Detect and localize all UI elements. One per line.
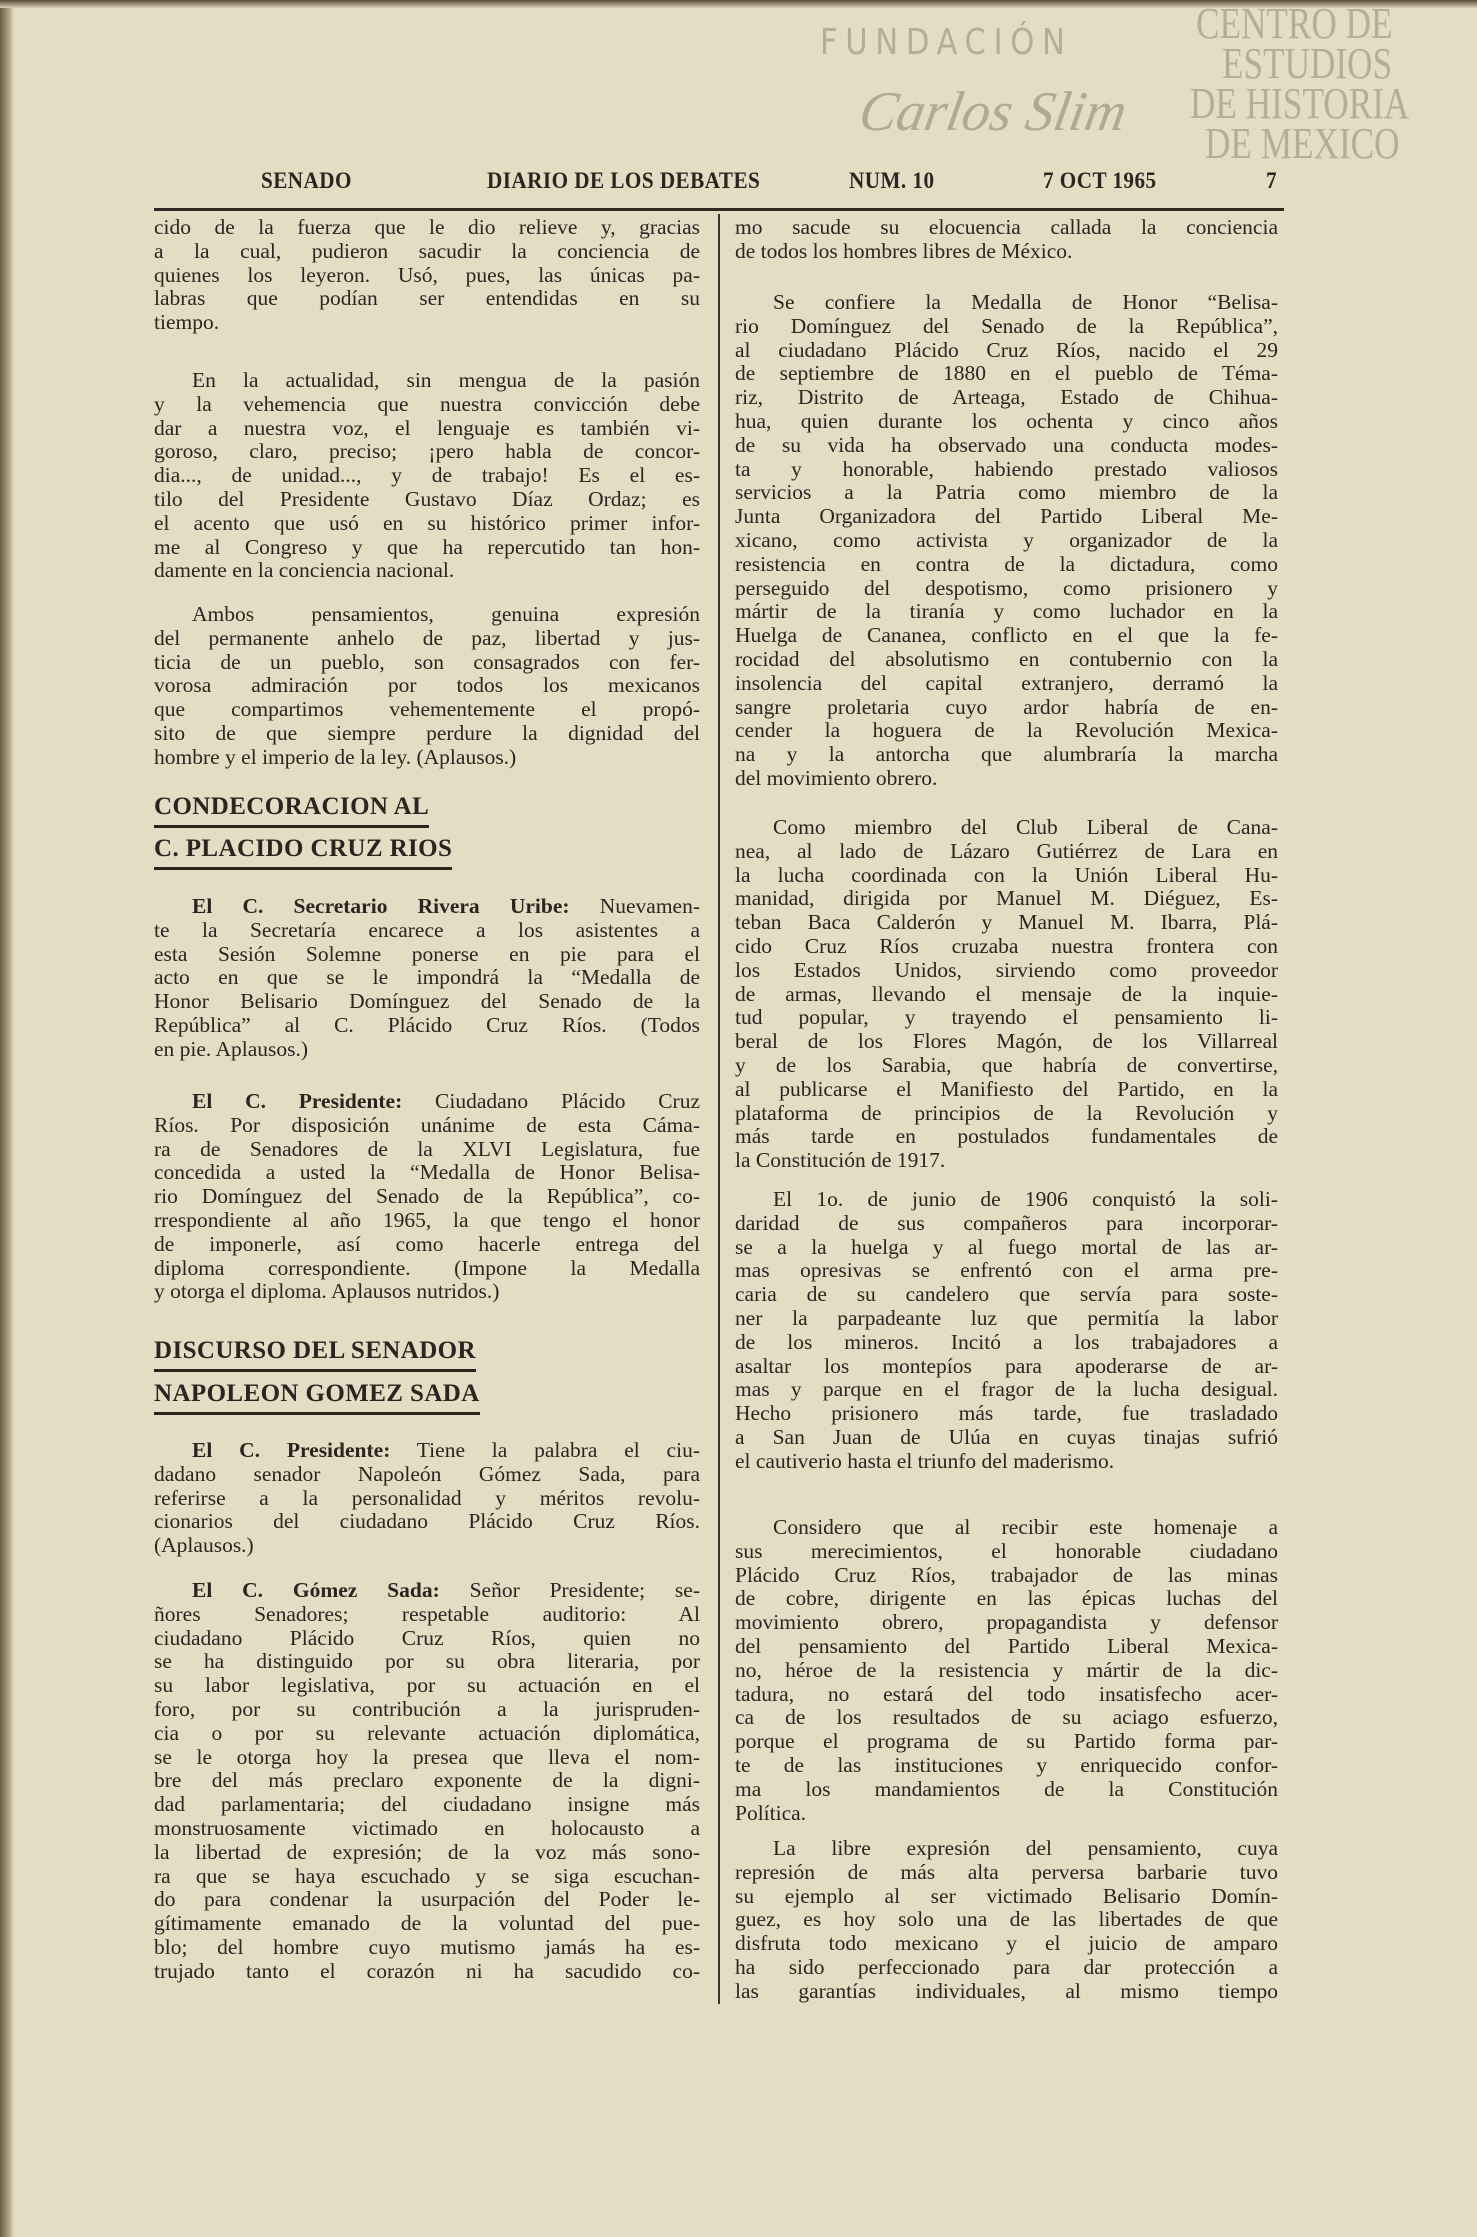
line-text: Señor Presidente; se-: [469, 1578, 700, 1602]
paragraph-line: se ha distinguido por su obra literaria, por: [154, 1649, 700, 1674]
paragraph-line: tiempo.: [154, 310, 220, 335]
paragraph-line: hua, quien durante los ochenta y cinco años: [735, 408, 1278, 433]
section-heading: [154, 832, 700, 870]
paragraph-line: de armas, llevando el mensaje de la inquie-: [735, 981, 1278, 1006]
paragraph-line: a San Juan de Ulúa en cuyas tinajas sufrió: [735, 1424, 1278, 1449]
paragraph-line: na y la antorcha que alumbraría la marcha: [735, 742, 1278, 767]
paragraph-line: [154, 1439, 700, 1463]
paragraph-line: del movimiento obrero.: [735, 765, 938, 790]
paragraph-line: ha sido perfeccionado para dar protección a: [735, 1954, 1278, 1979]
paragraph-line: [154, 895, 700, 919]
watermark-line: CENTRO DE: [1196, 0, 1393, 48]
paragraph-line: diploma correspondiente. (Impone la Medalla: [154, 1255, 700, 1280]
paragraph-line: daridad de sus compañeros para incorporar-: [735, 1210, 1278, 1235]
paragraph-line: dar a nuestra voz, el lenguaje es también vi-: [154, 415, 700, 440]
paragraph-line: el cautiverio hasta el triunfo del maderismo.: [735, 1448, 1115, 1473]
paragraph-line: de septiembre de 1880 en el pueblo de Téma-: [735, 361, 1278, 386]
watermark-line: ESTUDIOS: [1222, 39, 1393, 88]
paragraph-line: cionarios del ciudadano Plácido Cruz Ríos.: [154, 1509, 700, 1534]
paragraph-line: servicios a la Patria como miembro de la: [735, 480, 1278, 505]
header-rule: [154, 208, 1284, 211]
paragraph-line: trujado tanto el corazón ni ha sacudido co-: [154, 1958, 700, 1983]
paragraph-line: rrespondiente al año 1965, la que tengo el honor: [154, 1207, 700, 1232]
paragraph-line: se a la huelga y al fuego mortal de las ar-: [735, 1234, 1278, 1259]
watermark-signature: Carlos Slim: [854, 81, 1132, 143]
paragraph-line: (Aplausos.): [154, 1533, 254, 1558]
paragraph-line: goroso, claro, preciso; ¡pero habla de concor-: [154, 439, 700, 464]
paragraph: [735, 1837, 1278, 2004]
paragraph-line: El 1o. de junio de 1906 conquistó la soli-: [773, 1187, 1278, 1211]
paragraph-line: concedida a usted la “Medalla de Honor Belisa-: [154, 1160, 700, 1185]
paragraph-line: de cobre, dirigente en las épicas luchas del: [735, 1586, 1278, 1611]
paragraph-line: labras que podían ser entendidas en su: [154, 286, 700, 311]
paragraph-line: de todos los hombres libres de México.: [735, 238, 1073, 263]
speaker-paragraph: [154, 1579, 700, 1984]
paragraph-line: su labor legislativa, por su actuación en el: [154, 1673, 700, 1698]
section-heading: [154, 1377, 700, 1415]
paragraph-line: la lucha coordinada con la Unión Liberal Hu-: [735, 862, 1278, 887]
paragraph-line: dad parlamentaria; del ciudadano insigne más: [154, 1792, 700, 1817]
paragraph-line: no, héroe de la resistencia y mártir de la dic-: [735, 1657, 1278, 1682]
paragraph: [735, 291, 1278, 791]
paragraph-line: al ciudadano Plácido Cruz Ríos, nacido el 29: [735, 337, 1278, 362]
paragraph-line: acto en que se le impondrá la “Medalla de: [154, 965, 700, 990]
paragraph-line: rio Domínguez del Senado de la República”, co-: [154, 1184, 700, 1209]
section-heading-text: DISCURSO DEL SENADOR: [154, 1334, 476, 1372]
paragraph-line: hombre y el imperio de la ley. (Aplausos.): [154, 744, 517, 769]
speaker-name: El C. Presidente:: [192, 1089, 403, 1113]
paragraph-line: porque el programa de su Partido forma par-: [735, 1729, 1278, 1754]
paragraph-line: del permanente anhelo de paz, libertad y jus-: [154, 625, 700, 650]
paragraph-line: referirse a la personalidad y méritos revolu-: [154, 1485, 700, 1510]
line-text: Ciudadano Plácido Cruz: [435, 1089, 701, 1113]
paragraph-line: vorosa admiración por todos los mexicanos: [154, 673, 700, 698]
paragraph: [735, 1516, 1278, 1825]
watermark-line: DE HISTORIA: [1190, 79, 1410, 128]
speaker-name: El C. Secretario Rivera Uribe:: [192, 894, 570, 918]
paragraph-line: se le otorga hoy la presea que lleva el nom-: [154, 1744, 700, 1769]
paragraph-line: Ambos pensamientos, genuina expresión: [192, 602, 700, 626]
paragraph-line: blo; del hombre cuyo mutismo jamás ha es-: [154, 1934, 700, 1959]
paragraph-line: tud popular, y trayendo el pensamiento li-: [735, 1005, 1278, 1030]
paragraph-line: dadano senador Napoleón Gómez Sada, para: [154, 1461, 700, 1486]
paragraph-line: cia o por su relevante actuación diplomática,: [154, 1720, 700, 1745]
paragraph-line: resistencia en contra de la dictadura, como: [735, 551, 1278, 576]
paragraph-line: Huelga de Cananea, conflicto en el que la fe-: [735, 623, 1278, 648]
paragraph-line: caria de su candelero que servía para soste-: [735, 1282, 1278, 1307]
paragraph-line: y otorga el diploma. Aplausos nutridos.): [154, 1279, 500, 1304]
paragraph-line: monstruosamente victimado en holocausto a: [154, 1815, 700, 1840]
paragraph-line: de imponerle, así como hacerle entrega del: [154, 1231, 700, 1256]
speaker-paragraph: [154, 1090, 700, 1304]
paragraph-line: nea, al lado de Lázaro Gutiérrez de Lara en: [735, 838, 1278, 863]
paragraph-line: beral de los Flores Magón, de los Villarreal: [735, 1029, 1278, 1054]
paragraph-line: perseguido del despotismo, como prisionero y: [735, 575, 1278, 600]
line-text: Nuevamen-: [599, 894, 700, 918]
paragraph: [735, 216, 1278, 264]
paragraph-line: cido Cruz Ríos cruzaba nuestra frontera con: [735, 933, 1278, 958]
paragraph-line: mas opresivas se enfrentó con el arma pre-: [735, 1258, 1278, 1283]
paragraph: [154, 603, 700, 770]
paragraph-line: Ríos. Por disposición unánime de esta Cáma-: [154, 1112, 700, 1137]
paragraph: [154, 216, 700, 335]
paragraph-line: ma los mandamientos de la Constitución: [735, 1776, 1278, 1801]
header-section: SENADO: [261, 168, 352, 193]
page-edge-shadow: [0, 0, 14, 2237]
section-heading: [154, 1334, 700, 1372]
paragraph-line: gítimamente emanado de la voluntad del pue-: [154, 1911, 700, 1936]
watermark-line: DE MEXICO: [1205, 119, 1400, 168]
paragraph-line: mártir de la tiranía y como luchador en la: [735, 599, 1278, 624]
paragraph-line: a la cual, pudieron sacudir la conciencia de: [154, 238, 700, 263]
paragraph-line: me al Congreso y que ha repercutido tan hon-: [154, 534, 700, 559]
paragraph-line: mo sacude su elocuencia callada la conciencia: [735, 215, 1278, 239]
paragraph-line: Política.: [735, 1800, 807, 1825]
paragraph-line: ñores Senadores; respetable auditorio: Al: [154, 1601, 700, 1626]
paragraph-line: su ejemplo al ser victimado Belisario Domín-: [735, 1883, 1278, 1908]
paragraph-line: más tarde en postulados fundamentales de: [735, 1124, 1278, 1149]
paragraph-line: [154, 1579, 700, 1603]
paragraph-line: ciudadano Plácido Cruz Ríos, quien no: [154, 1625, 700, 1650]
paragraph-line: rio Domínguez del Senado de la República”,: [735, 313, 1278, 338]
paragraph-line: tilo del Presidente Gustavo Díaz Ordaz; es: [154, 486, 700, 511]
paragraph-line: manidad, dirigida por Manuel M. Diéguez, Es-: [735, 886, 1278, 911]
paragraph-line: te de las instituciones y enriquecido confor-: [735, 1752, 1278, 1777]
header-number: NUM. 10: [849, 168, 935, 193]
paragraph-line: asaltar los montepíos para apoderarse de ar-: [735, 1353, 1278, 1378]
paragraph-line: dia..., de unidad..., y de trabajo! Es el es-: [154, 463, 700, 488]
paragraph-line: Considero que al recibir este homenaje a: [773, 1515, 1278, 1539]
paragraph-line: Se confiere la Medalla de Honor “Belisa-: [773, 290, 1278, 314]
paragraph-line: Plácido Cruz Ríos, trabajador de las minas: [735, 1562, 1278, 1587]
paragraph-line: plataforma de principios de la Revolución y: [735, 1100, 1278, 1125]
paragraph-line: guez, es hoy solo una de las libertades de que: [735, 1907, 1278, 1932]
paragraph-line: los Estados Unidos, sirviendo como proveedor: [735, 957, 1278, 982]
paragraph-line: sus merecimientos, el honorable ciudadano: [735, 1538, 1278, 1563]
speaker-name: El C. Presidente:: [192, 1438, 391, 1462]
paragraph-line: En la actualidad, sin mengua de la pasión: [192, 368, 700, 392]
paragraph-line: ca de los resultados de su aciago esfuerzo,: [735, 1705, 1278, 1730]
paragraph-line: de los mineros. Incitó a los trabajadores a: [735, 1329, 1278, 1354]
paragraph-line: teban Baca Calderón y Manuel M. Ibarra, Plá-: [735, 910, 1278, 935]
paragraph: [735, 816, 1278, 1173]
paragraph-line: insolencia del capital extranjero, derramó la: [735, 670, 1278, 695]
paragraph-line: sito de que siempre perdure la dignidad del: [154, 720, 700, 745]
paragraph-line: y de los Sarabia, que habría de convertirse,: [735, 1052, 1278, 1077]
paragraph-line: quienes los leyeron. Usó, pues, las únicas pa-: [154, 262, 700, 287]
paragraph-line: La libre expresión del pensamiento, cuya: [773, 1836, 1278, 1860]
paragraph-line: que compartimos vehementemente el propó-: [154, 697, 700, 722]
paragraph-line: en pie. Aplausos.): [154, 1036, 309, 1061]
paragraph-line: la Constitución de 1917.: [735, 1148, 946, 1173]
paragraph-line: ra que se haya escuchado y se siga escuchan-: [154, 1863, 700, 1888]
paragraph-line: Honor Belisario Domínguez del Senado de la: [154, 989, 700, 1014]
paragraph-line: disfruta todo mexicano y el juicio de amparo: [735, 1931, 1278, 1956]
paragraph-line: te la Secretaría encarece a los asistentes a: [154, 917, 700, 942]
paragraph: [735, 1188, 1278, 1474]
paragraph-line: el acento que usó en su histórico primer infor-: [154, 510, 700, 535]
speaker-paragraph: [154, 1439, 700, 1558]
paragraph-line: ta y honorable, habiendo prestado valiosos: [735, 456, 1278, 481]
paragraph: [154, 369, 700, 583]
paragraph-line: tadura, no estará del todo insatisfecho acer-: [735, 1681, 1278, 1706]
paragraph-line: y la vehemencia que nuestra convicción debe: [154, 391, 700, 416]
paragraph-line: esta Sesión Solemne ponerse en pie para el: [154, 941, 700, 966]
paragraph-line: sangre proletaria cuyo ardor habría de en-: [735, 694, 1278, 719]
paragraph-line: bre del más preclaro exponente de la digni-: [154, 1768, 700, 1793]
header-date: 7 OCT 1965: [1043, 168, 1157, 193]
paragraph-line: las garantías individuales, al mismo tiempo: [735, 1978, 1278, 2003]
paragraph-line: República” al C. Plácido Cruz Ríos. (Todos: [154, 1012, 700, 1037]
section-heading-text: NAPOLEON GOMEZ SADA: [154, 1377, 480, 1415]
paragraph-line: Hecho prisionero más tarde, fue trasladado: [735, 1401, 1278, 1426]
paragraph-line: foro, por su contribución a la jurispruden-: [154, 1696, 700, 1721]
section-heading-text: CONDECORACION AL: [154, 790, 429, 828]
line-text: Tiene la palabra el ciu-: [416, 1438, 700, 1462]
section-heading-text: C. PLACIDO CRUZ RIOS: [154, 832, 452, 870]
paragraph-line: ner la parpadeante luz que permitía la labor: [735, 1305, 1278, 1330]
paragraph-line: xicano, como activista y organizador de la: [735, 527, 1278, 552]
section-heading: [154, 790, 700, 828]
paragraph-line: cender la hoguera de la Revolución Mexica-: [735, 718, 1278, 743]
paragraph-line: de su vida ha observado una conducta modes-: [735, 432, 1278, 457]
paragraph-line: mas y parque en el fragor de la lucha desigual.: [735, 1377, 1278, 1402]
watermark-foundation: FUNDACIÓN: [820, 22, 1073, 63]
header-page-number: 7: [1266, 168, 1278, 193]
paragraph-line: ra de Senadores de la XLVI Legislatura, fue: [154, 1136, 700, 1161]
paragraph-line: del pensamiento del Partido Liberal Mexica-: [735, 1633, 1278, 1658]
paragraph-line: rocidad del absolutismo en contubernio con la: [735, 646, 1278, 671]
paragraph-line: al publicarse el Manifiesto del Partido, en la: [735, 1076, 1278, 1101]
paragraph-line: damente en la conciencia nacional.: [154, 558, 455, 583]
paragraph-line: movimiento obrero, propagandista y defensor: [735, 1610, 1278, 1635]
paragraph-line: cido de la fuerza que le dio relieve y, gracias: [154, 215, 700, 239]
paragraph-line: ticia de un pueblo, son consagrados con fer-: [154, 649, 700, 674]
paragraph-line: do para condenar la usurpación del Poder le-: [154, 1887, 700, 1912]
paragraph-line: [154, 1090, 700, 1114]
header-publication: DIARIO DE LOS DEBATES: [487, 168, 761, 193]
column-separator: [718, 214, 720, 2004]
paragraph-line: riz, Distrito de Arteaga, Estado de Chihua-: [735, 385, 1278, 410]
speaker-paragraph: [154, 895, 700, 1062]
paragraph-line: Como miembro del Club Liberal de Cana-: [773, 815, 1278, 839]
speaker-name: El C. Gómez Sada:: [192, 1578, 440, 1602]
paragraph-line: Junta Organizadora del Partido Liberal Me-: [735, 504, 1278, 529]
paragraph-line: represión de más alta perversa barbarie tuvo: [735, 1859, 1278, 1884]
paragraph-line: la libertad de expresión; de la voz más sono-: [154, 1839, 700, 1864]
